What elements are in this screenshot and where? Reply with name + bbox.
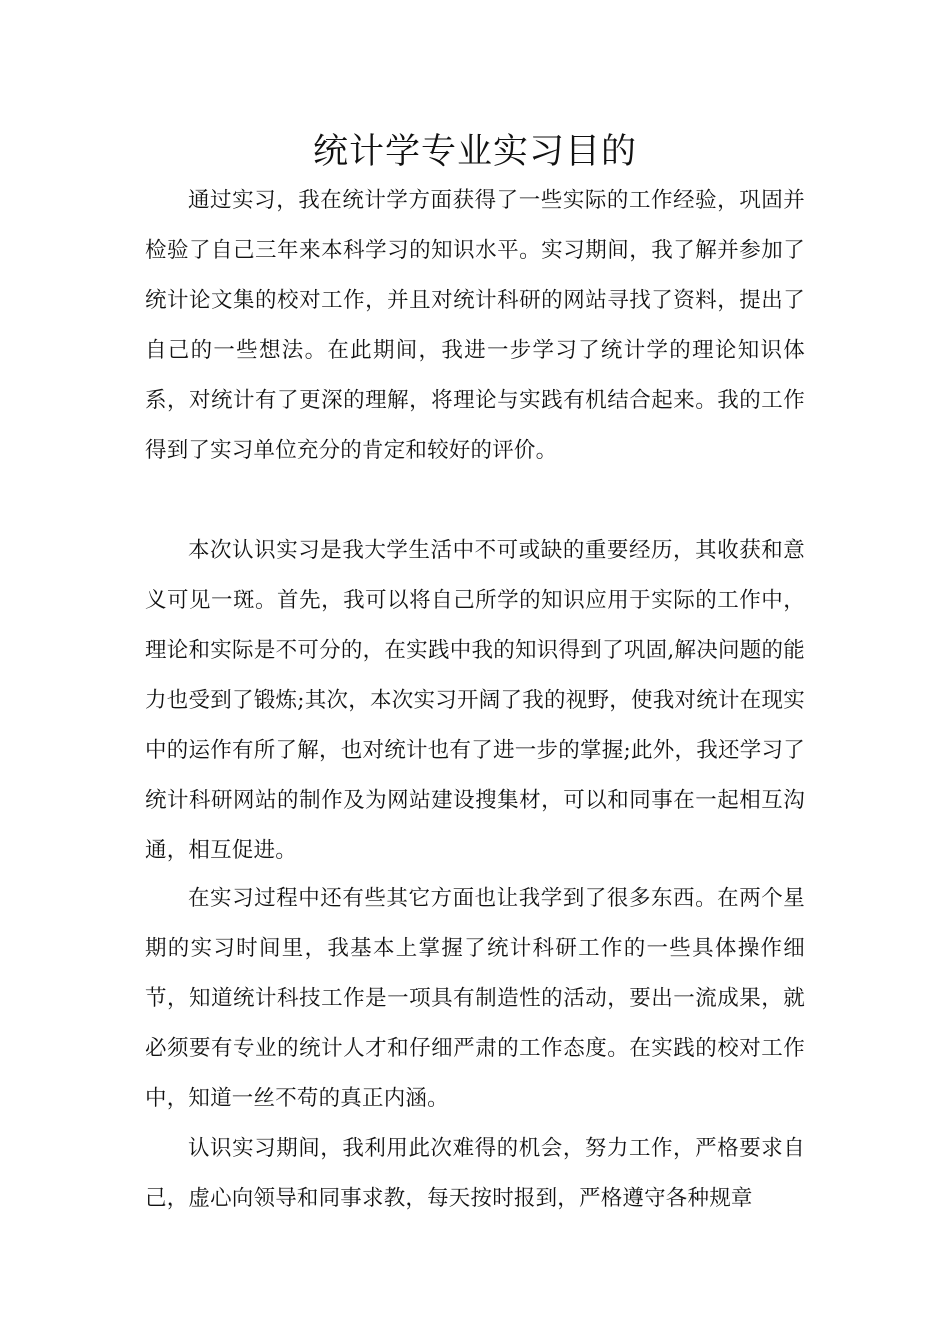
paragraph-2: 本次认识实习是我大学生活中不可或缺的重要经历，其收获和意义可见一斑。首先，我可以将自己所学的知识应用于实际的工作中，理论和实际是不可分的，在实践中我的知识得到了巩固,解决问题的能力也受到了锻炼;其次，本次实习开阔了我的视野，使我对统计在现实中的运作有所了解，也对统计也有了进一步的掌握;此外，我还学习了统计科研网站的制作及为网站建设搜集材，可以和同事在一起相互沟通，相互促进。: [145, 538, 805, 863]
paragraph-3: 在实习过程中还有些其它方面也让我学到了很多东西。在两个星期的实习时间里，我基本上掌握了统计科研工作的一些具体操作细节，知道统计科技工作是一项具有制造性的活动，要出一流成果，就必须要有专业的统计人才和仔细严肃的工作态度。在实践的校对工作中，知道一丝不苟的真正内涵。: [145, 886, 805, 1111]
page-title: 统计学专业实习目的: [312, 132, 637, 172]
paragraph-4: 认识实习期间，我利用此次难得的机会，努力工作，严格要求自己，虚心向领导和同事求教，每天按时报到，严格遵守各种规章: [145, 1136, 805, 1211]
paragraph-1: 通过实习，我在统计学方面获得了一些实际的工作经验，巩固并检验了自己三年来本科学习的知识水平。实习期间，我了解并参加了统计论文集的校对工作，并且对统计科研的网站寻找了资料，提出了自己的一些想法。在此期间，我进一步学习了统计学的理论知识体系，对统计有了更深的理解，将理论与实践有机结合起来。我的工作得到了实习单位充分的肯定和较好的评价。: [145, 188, 805, 463]
